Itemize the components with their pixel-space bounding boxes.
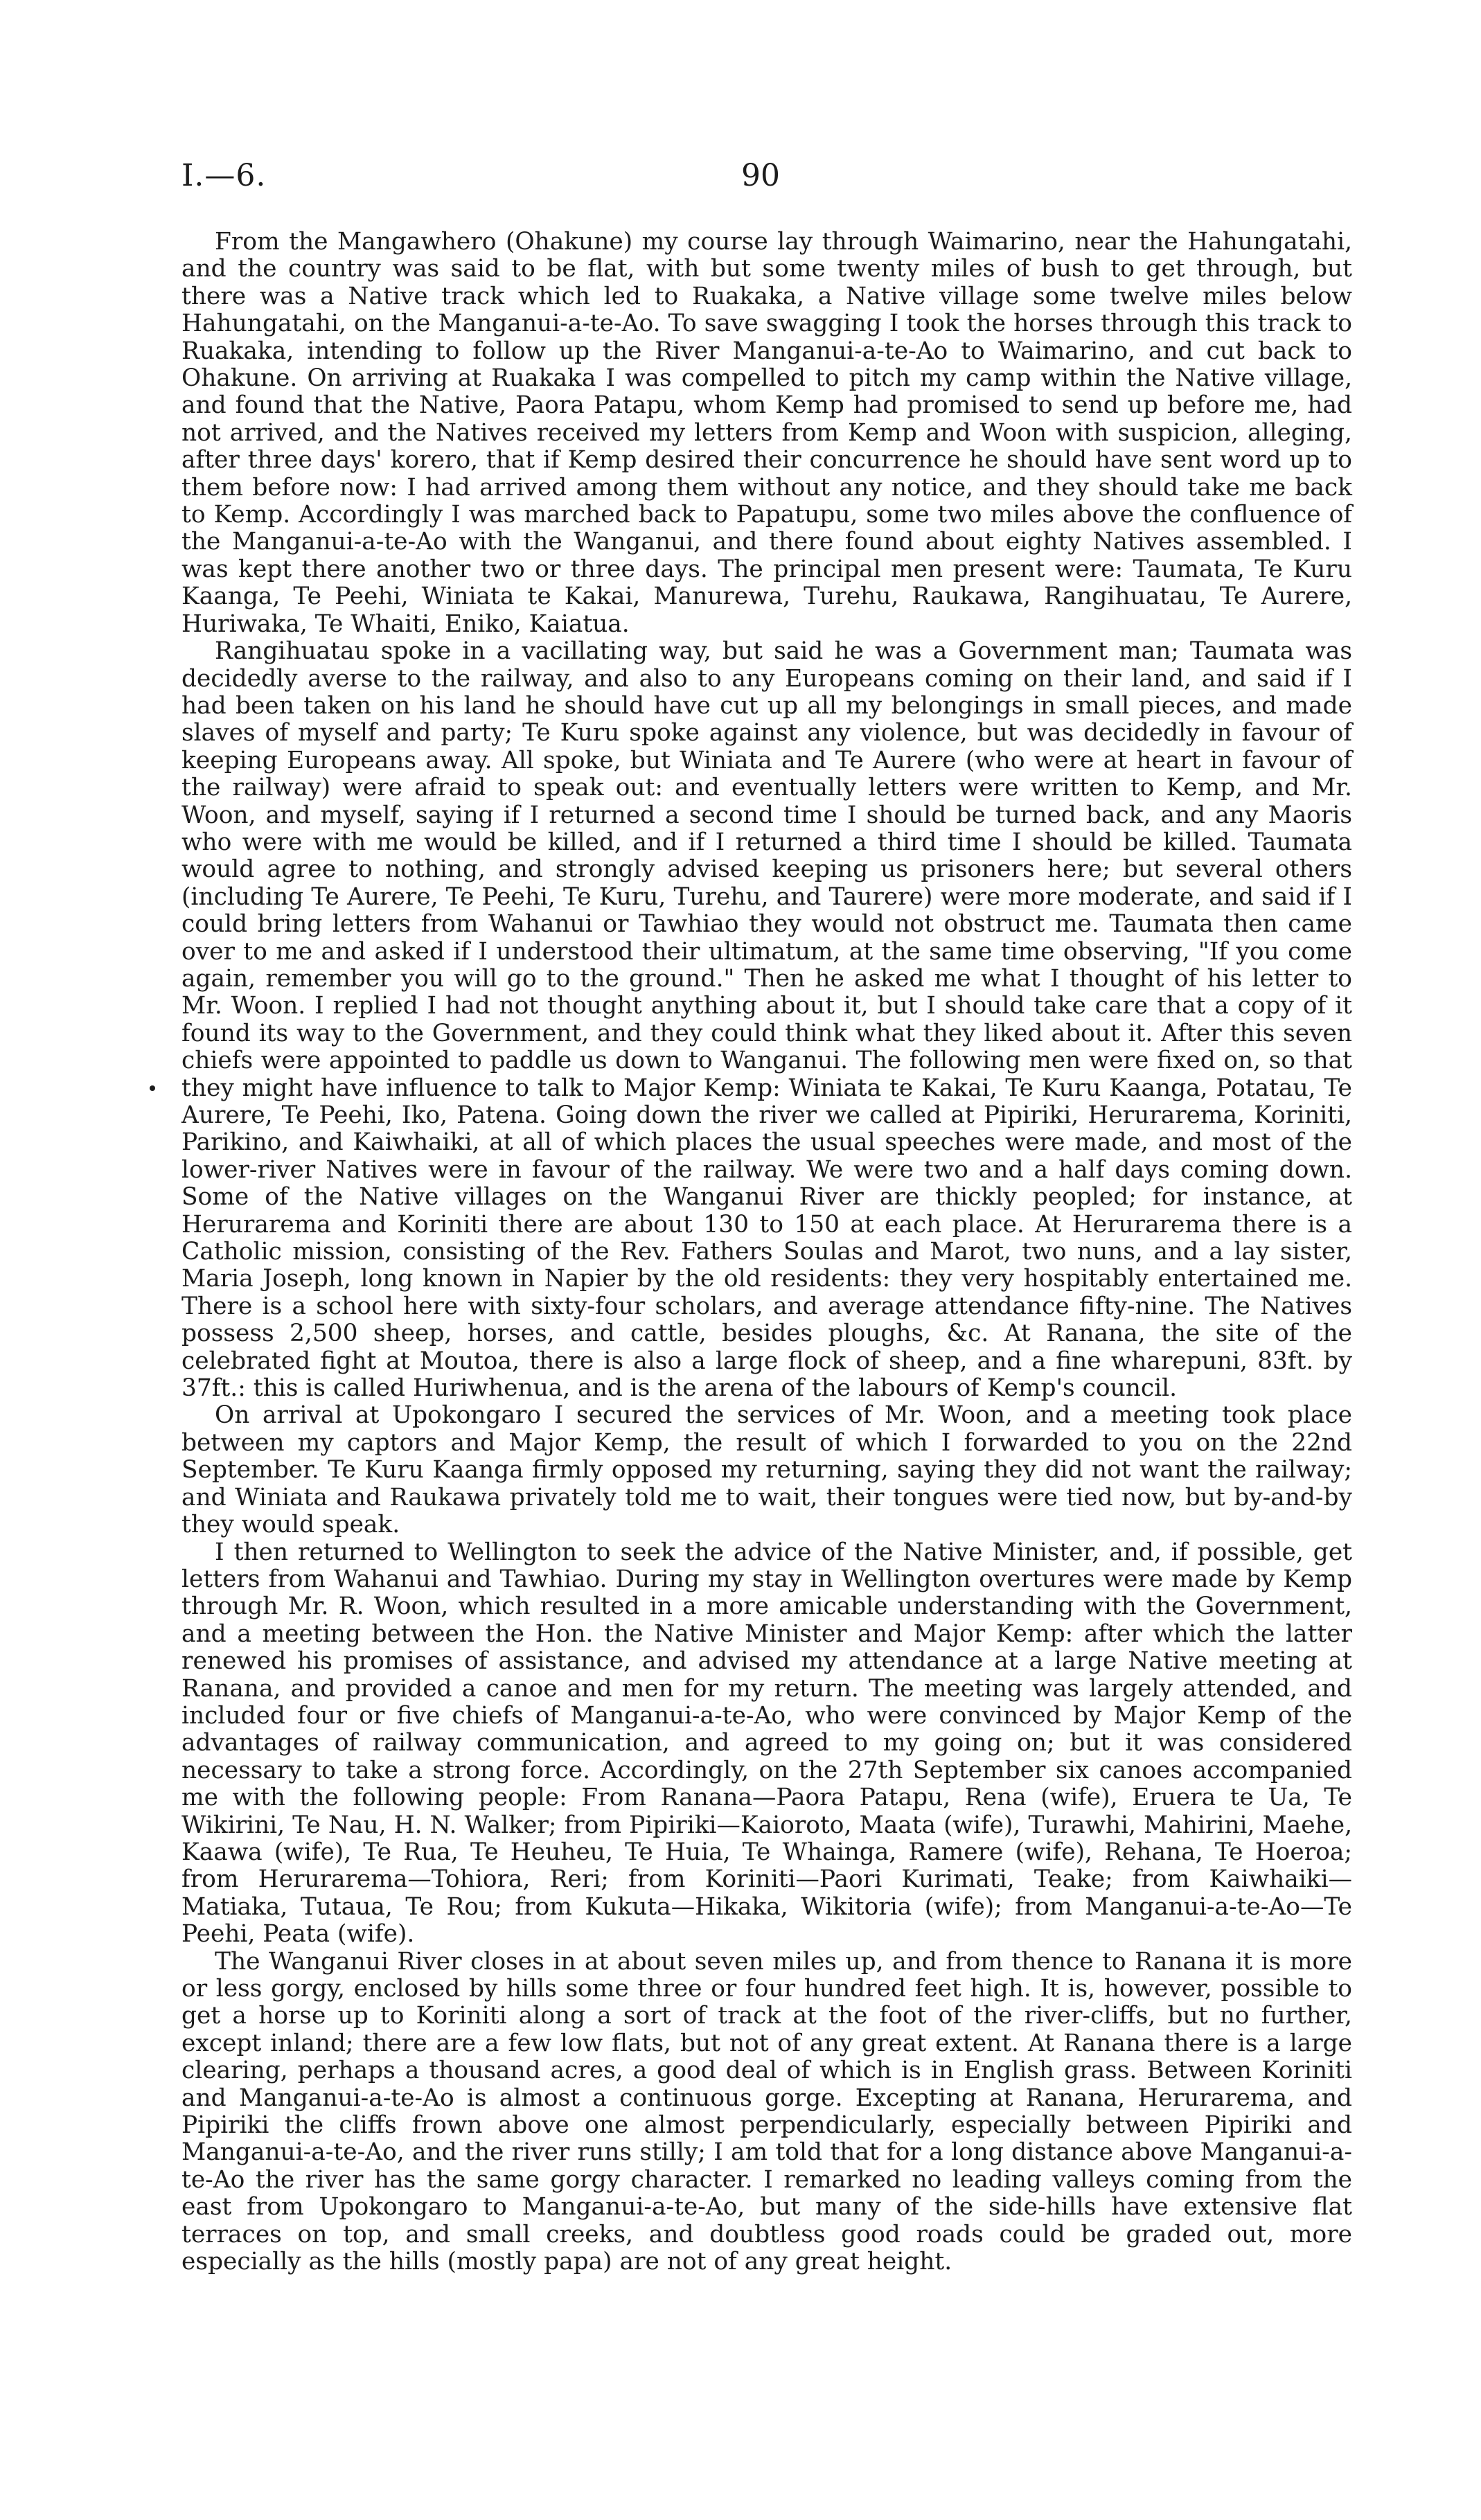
- document-reference: I.—6.: [181, 158, 267, 193]
- body-text: [181, 229, 1352, 2275]
- paragraph: On arrival at Upokongaro I secured the services of Mr. Woon, and a meeting took place between my captors and Major Kemp, the result of which I forwarded to you on the 22nd September. Te Kuru Kaanga firmly opposed my returning, saying they did not want the railway; and Winiata and Raukawa privately told me to wait, their tongues were tied now, but by-and-by they would speak.: [181, 1401, 1352, 1539]
- paragraph: The Wanganui River closes in at about seven miles up, and from thence to Ranana it is more or less gorgy, enclosed by hills some three or four hundred feet high. It is, however, possible to get a horse up to Koriniti along a sort of track at the foot of the river-cliffs, but no further, except inland; there are a few low flats, but not of any great extent. At Ranana there is a large clearing, perhaps a thousand acres, a good deal of which is in English grass. Between Koriniti and Manganui-a-te-Ao is almost a continuous gorge. Excepting at Ranana, Herurarema, and Pipiriki the cliffs frown above one almost perpendicularly, especially between Pipiriki and Manganui-a-te-Ao, and the river runs stilly; I am told that for a long distance above Manganui-a-te-Ao the river has the same gorgy character. I remarked no leading valleys coming from the east from Upokongaro to Manganui-a-te-Ao, but many of the side-hills have extensive flat terraces on top, and small creeks, and doubtless good roads could be graded out, more especially as the hills (mostly papa) are not of any great height.: [181, 1947, 1352, 2276]
- margin-mark: [150, 1085, 155, 1091]
- paragraph: From the Mangawhero (Ohakune) my course lay through Waimarino, near the Hahungatahi, and the country was said to be flat, with but some twenty miles of bush to get through, but there was a Native track which led to Ruakaka, a Native village some twelve miles below Hahungatahi, on the Manganui-a-te-Ao. To save swagging I took the horses through this track to Ruakaka, intending to follow up the River Manganui-a-te-Ao to Waimarino, and cut back to Ohakune. On arriving at Ruakaka I was compelled to pitch my camp within the Native village, and found that the Native, Paora Patapu, whom Kemp had promised to send up before me, had not arrived, and the Natives received my letters from Kemp and Woon with suspicion, alleging, after three days' korero, that if Kemp desired their concurrence he should have sent word up to them before now: I had arrived among them without any notice, and they should take me back to Kemp. Accordingly I was marched back to Papatupu, some two miles above the confluence of the Manganui-a-te-Ao with the Wanganui, and there found about eighty Natives assembled. I was kept there another two or three days. The principal men present were: Taumata, Te Kuru Kaanga, Te Peehi, Winiata te Kakai, Manurewa, Turehu, Raukawa, Rangihuatau, Te Aurere, Huriwaka, Te Whaiti, Eniko, Kaiatua.: [181, 228, 1352, 638]
- page-header: [181, 158, 1481, 199]
- paragraph: I then returned to Wellington to seek the advice of the Native Minister, and, if possible, get letters from Wahanui and Tawhiao. During my stay in Wellington overtures were made by Kemp through Mr. R. Woon, which resulted in a more amicable understanding with the Government, and a meeting between the Hon. the Native Minister and Major Kemp: after which the latter renewed his promises of assistance, and advised my attendance at a large Native meeting at Ranana, and provided a canoe and men for my return. The meeting was largely attended, and included four or five chiefs of Manganui-a-te-Ao, who were convinced by Major Kemp of the advantages of railway communication, and agreed to my going on; but it was considered necessary to take a strong force. Accordingly, on the 27th September six canoes accompanied me with the following people: From Ranana—Paora Patapu, Rena (wife), Eruera te Ua, Te Wikirini, Te Nau, H. N. Walker; from Pipiriki—Kaioroto, Maata (wife), Turawhi, Mahirini, Maehe, Kaawa (wife), Te Rua, Te Heuheu, Te Huia, Te Whainga, Ramere (wife), Rehana, Te Hoeroa; from Herurarema—Tohiora, Reri; from Koriniti—Paori Kurimati, Teake; from Kaiwhaiki—Matiaka, Tutaua, Te Rou; from Kukuta—Hikaka, Wikitoria (wife); from Manganui-a-te-Ao—Te Peehi, Peata (wife).: [181, 1538, 1352, 1949]
- page-number: 90: [741, 158, 780, 193]
- paragraph: Rangihuatau spoke in a vacillating way, but said he was a Government man; Taumata was decidedly averse to the railway, and also to any Europeans coming on their land, and said if I had been taken on his land he should have cut up all my belongings in small pieces, and made slaves of myself and party; Te Kuru spoke against any violence, but was decidedly in favour of keeping Europeans away. All spoke, but Winiata and Te Aurere (who were at heart in favour of the railway) were afraid to speak out: and eventually letters were written to Kemp, and Mr. Woon, and myself, saying if I returned a second time I should be turned back, and any Maoris who were with me would be killed, and if I returned a third time I should be killed. Taumata would agree to nothing, and strongly advised keeping us prisoners here; but several others (including Te Aurere, Te Peehi, Te Kuru, Turehu, and Taurere) were more moderate, and said if I could bring letters from Wahanui or Tawhiao they would not obstruct me. Taumata then came over to me and asked if I understood their ultimatum, at the same time observing, "If you come again, remember you will go to the ground." Then he asked me what I thought of his letter to Mr. Woon. I replied I had not thought anything about it, but I should take care that a copy of it found its way to the Government, and they could think what they liked about it. After this seven chiefs were appointed to paddle us down to Wanganui. The following men were fixed on, so that they might have influence to talk to Major Kemp: Winiata te Kakai, Te Kuru Kaanga, Potatau, Te Aurere, Te Peehi, Iko, Patena. Going down the river we called at Pipiriki, Herurarema, Koriniti, Parikino, and Kaiwhaiki, at all of which places the usual speeches were made, and most of the lower-river Natives were in favour of the railway. We were two and a half days coming down. Some of the Native villages on the Wanganui River are thickly peopled; for instance, at Herurarema and Koriniti there are about 130 to 150 at each place. At Herurarema there is a Catholic mission, consisting of the Rev. Fathers Soulas and Marot, two nuns, and a lay sister, Maria Joseph, long known in Napier by the old residents: they very hospitably entertained me. There is a school here with sixty-four scholars, and average attendance fifty-nine. The Natives possess 2,500 sheep, horses, and cattle, besides ploughs, &c. At Ranana, the site of the celebrated fight at Moutoa, there is also a large flock of sheep, and a fine wharepuni, 83ft. by 37ft.: this is called Huriwhenua, and is the arena of the labours of Kemp's council.: [181, 637, 1352, 1403]
